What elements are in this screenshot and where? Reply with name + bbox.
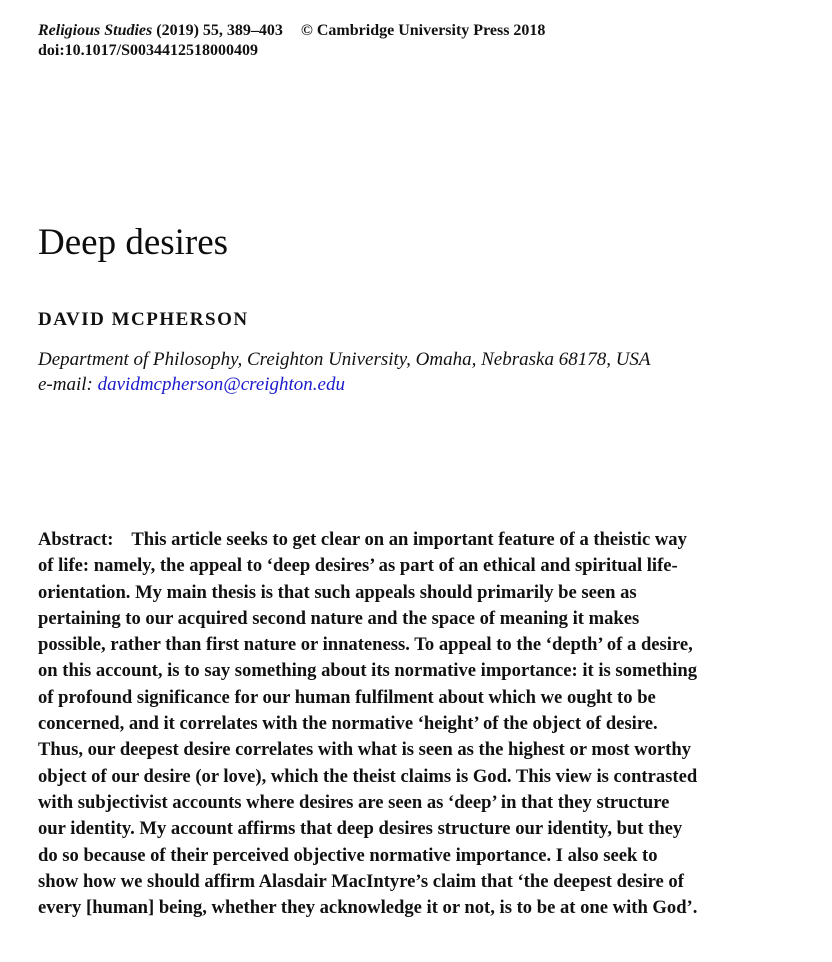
abstract-line: of life: namely, the appeal to ‘deep desires’ as part of an ethical and spiritual life- [38, 555, 678, 577]
article-title: Deep desires [38, 222, 229, 263]
email-link[interactable]: davidmcpherson@creighton.edu [97, 374, 345, 395]
abstract-line: with subjectivist accounts where desires are seen as ‘deep’ in that they structure [38, 791, 670, 813]
abstract-line: every [human] being, whether they acknowledge it or not, is to be at one with God’. [38, 897, 698, 919]
author-name: DAVID MCPHERSON [38, 309, 249, 330]
abstract-line: on this account, is to say something about its normative importance: it is something [38, 660, 698, 682]
abstract [38, 527, 808, 921]
abstract-line: Thus, our deepest desire correlates with what is seen as the highest or most worthy [38, 739, 691, 761]
abstract-line: our identity. My account affirms that deep desires structure our identity, but they [38, 818, 683, 840]
author-affiliation-block [38, 347, 651, 397]
abstract-line: orientation. My main thesis is that such appeals should primarily be seen as [38, 581, 637, 603]
abstract-line: object of our desire (or love), which the theist claims is God. This view is contrasted [38, 765, 698, 787]
abstract-label: Abstract: [38, 529, 114, 550]
abstract-line: possible, rather than first nature or innateness. To appeal to the ‘depth’ of a desire, [38, 634, 693, 656]
journal-header [38, 21, 545, 61]
abstract-line: of profound significance for our human fulfilment about which we ought to be [38, 686, 656, 708]
email-line [38, 372, 651, 397]
abstract-line: pertaining to our acquired second nature and the space of meaning it makes [38, 607, 640, 629]
email-label: e-mail: [38, 374, 93, 395]
affiliation: Department of Philosophy, Creighton University, Omaha, Nebraska 68178, USA [38, 349, 651, 370]
citation-line [38, 21, 545, 41]
journal-name: Religious Studies [38, 22, 153, 39]
copyright-notice: © Cambridge University Press 2018 [300, 22, 546, 39]
doi[interactable]: doi:10.1017/S0034412518000409 [38, 42, 259, 59]
journal-pages: 389–403 [226, 22, 283, 39]
journal-volume: 55, [202, 22, 223, 39]
abstract-line: Abstract: This article seeks to get clear on an important feature of a theistic way [38, 529, 687, 550]
abstract-line: concerned, and it correlates with the normative ‘height’ of the object of desire. [38, 713, 658, 735]
journal-year: (2019) [156, 22, 199, 39]
abstract-line: do so because of their perceived objective normative importance. I also seek to [38, 844, 658, 866]
abstract-line: show how we should affirm Alasdair MacIntyre’s claim that ‘the deepest desire of [38, 870, 684, 892]
